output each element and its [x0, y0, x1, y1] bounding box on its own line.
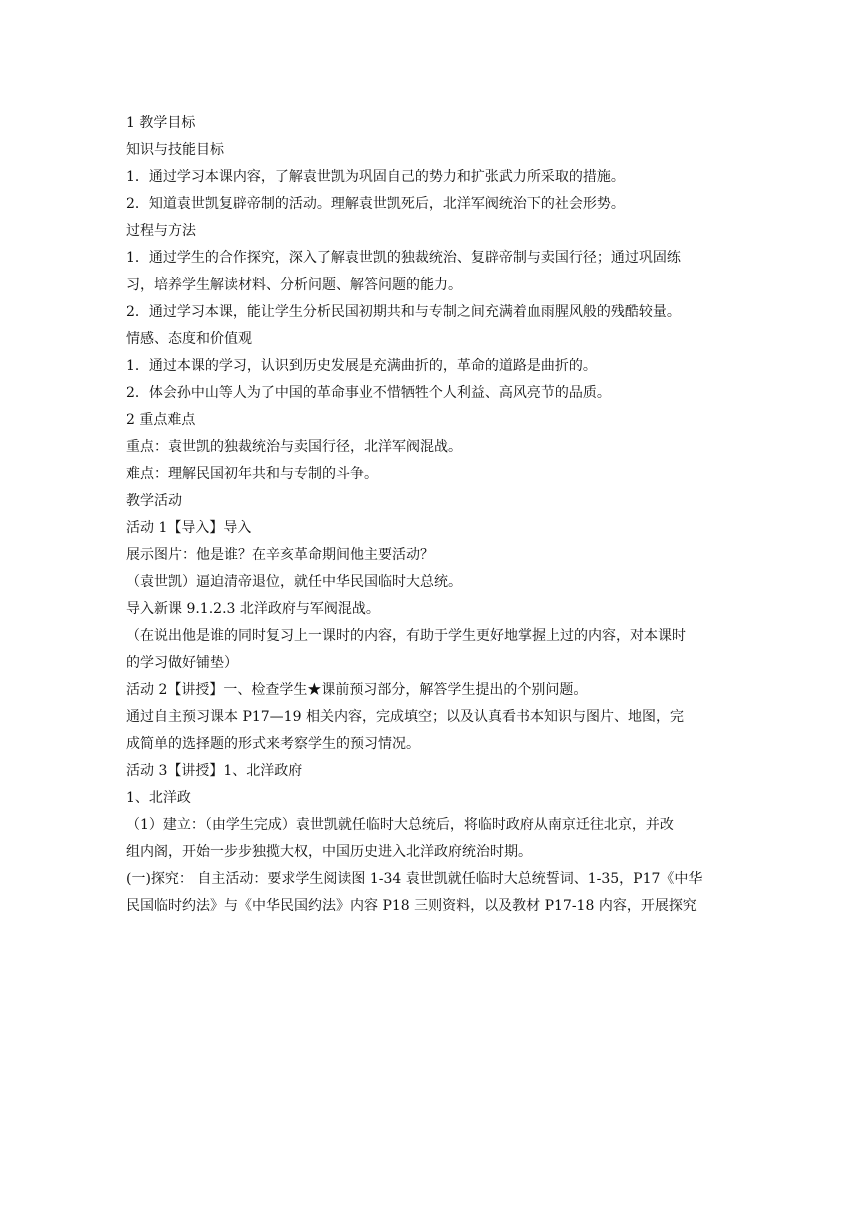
paragraph: 1．通过本课的学习，认识到历史发展是充满曲折的，革命的道路是曲折的。: [126, 358, 597, 374]
paragraph: （1）建立：（由学生完成）袁世凯就任临时大总统后，将临时政府从南京迁往北京，并改: [126, 817, 674, 833]
paragraph: (一)探究： 自主活动：要求学生阅读图 1-34 袁世凯就任临时大总统誓词、1-35，P17《中华: [126, 871, 703, 887]
paragraph: 展示图片：他是谁？在辛亥革命期间他主要活动？: [126, 547, 434, 563]
document-body: [126, 110, 736, 920]
paragraph: 重点：袁世凯的独裁统治与卖国行径，北洋军阀混战。: [126, 439, 462, 455]
paragraph: 1．通过学生的合作探究，深入了解袁世凯的独裁统治、复辟帝制与卖国行径；通过巩固练: [126, 250, 681, 266]
subheading-emotion-values: 情感、态度和价值观: [126, 331, 252, 347]
paragraph: 1．通过学习本课内容，了解袁世凯为巩固自己的势力和扩张武力所采取的措施。: [126, 169, 625, 185]
paragraph: 2．知道袁世凯复辟帝制的活动。理解袁世凯死后，北洋军阀统治下的社会形势。: [126, 196, 625, 212]
paragraph: 的学习做好铺垫）: [126, 655, 238, 671]
section-heading-teaching-goals: 1 教学目标: [126, 115, 196, 131]
paragraph: （袁世凯）逼迫清帝退位，就任中华民国临时大总统。: [126, 574, 462, 590]
subheading-process-methods: 过程与方法: [126, 223, 196, 239]
section-heading-key-points: 2 重点难点: [126, 412, 196, 428]
activity-heading: 活动 3【讲授】1、北洋政府: [126, 763, 303, 779]
activity-heading: 活动 1【导入】导入: [126, 520, 252, 536]
paragraph: 难点：理解民国初年共和与专制的斗争。: [126, 466, 378, 482]
paragraph: 2．通过学习本课，能让学生分析民国初期共和与专制之间充满着血雨腥风般的残酷较量。: [126, 304, 681, 320]
paragraph: 成简单的选择题的形式来考察学生的预习情况。: [126, 736, 420, 752]
paragraph: 2．体会孙中山等人为了中国的革命事业不惜牺牲个人利益、高风亮节的品质。: [126, 385, 611, 401]
paragraph: 通过自主预习课本 P17—19 相关内容，完成填空；以及认真看书本知识与图片、地图，完: [126, 709, 684, 725]
activity-heading: 活动 2【讲授】一、检查学生★课前预习部分，解答学生提出的个别问题。: [126, 682, 588, 698]
subheading-knowledge-skills: 知识与技能目标: [126, 142, 224, 158]
paragraph: 1、北洋政: [126, 790, 191, 806]
paragraph: 民国临时约法》与《中华民国约法》内容 P18 三则资料，以及教材 P17-18 内容，开展探究: [126, 898, 697, 914]
paragraph: 习，培养学生解读材料、分析问题、解答问题的能力。: [126, 277, 462, 293]
paragraph: （在说出他是谁的同时复习上一课时的内容，有助于学生更好地掌握上过的内容，对本课时: [126, 628, 686, 644]
paragraph: 组内阁，开始一步步独揽大权，中国历史进入北洋政府统治时期。: [126, 844, 532, 860]
paragraph: 导入新课 9.1.2.3 北洋政府与军阀混战。: [126, 601, 380, 617]
section-heading-activities: 教学活动: [126, 493, 182, 509]
